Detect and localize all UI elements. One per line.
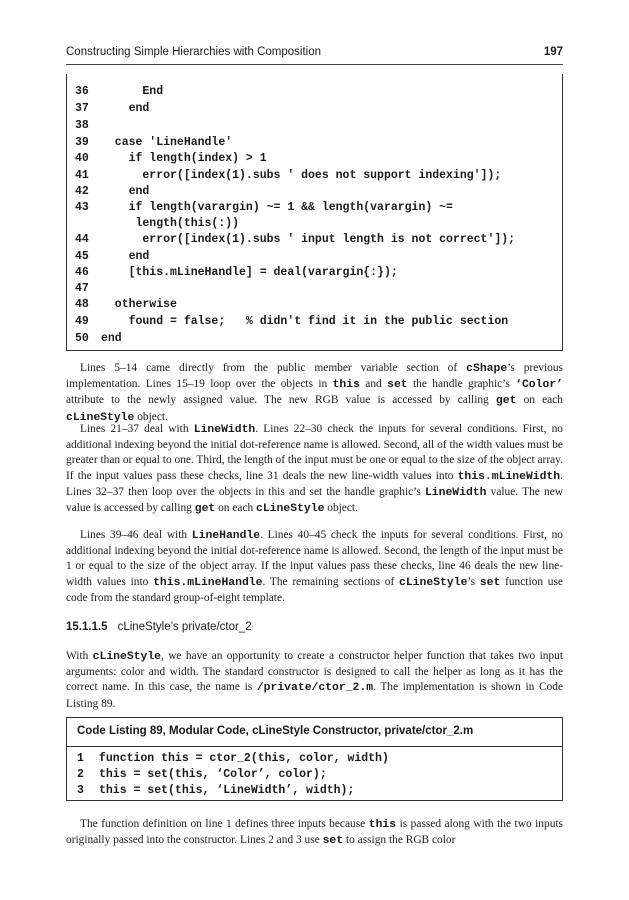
- code-text: End: [101, 85, 164, 98]
- text-run: function use code from the standard group-of-eight template.: [66, 575, 563, 604]
- code-line: [75, 84, 163, 100]
- code-line: [75, 265, 398, 281]
- text-run: on each: [215, 502, 257, 515]
- paragraph-5: [66, 817, 563, 849]
- inline-code: LineWidth: [193, 424, 256, 436]
- inline-code: LineWidth: [424, 486, 487, 499]
- text-run: ’s: [467, 575, 480, 588]
- inline-code: set: [387, 379, 408, 392]
- code-line: [75, 101, 149, 117]
- inline-code: this: [368, 819, 397, 831]
- code-line: [75, 151, 267, 167]
- code-line: [75, 232, 515, 248]
- code-listing-89: [66, 717, 563, 801]
- code-line: [77, 751, 389, 767]
- code-text: function this = ctor_2(this, color, width): [99, 752, 389, 765]
- text-run: the handle graphic’s: [407, 378, 516, 391]
- code-text: case 'LineHandle': [101, 136, 233, 149]
- code-text: error([index(1).subs ' does not support indexing']);: [101, 169, 502, 182]
- line-number: 49: [75, 315, 89, 328]
- inline-code: LineHandle: [191, 530, 261, 542]
- page-number: 197: [543, 46, 563, 58]
- code-text: if length(index) > 1: [101, 152, 267, 165]
- paragraph-3: [66, 528, 563, 606]
- text-run: to assign the RGB color: [343, 834, 456, 847]
- line-number: 45: [75, 250, 89, 263]
- line-number: 50: [75, 332, 89, 345]
- text-run: . The implementation is shown in Code Listing 89.: [66, 681, 563, 710]
- line-number: 1: [77, 752, 84, 765]
- line-number: 46: [75, 266, 89, 279]
- paragraph-1: [66, 361, 563, 426]
- text-run: The function definition on line 1 defines three inputs because: [80, 818, 369, 830]
- code-text: end: [101, 332, 122, 345]
- code-text: length(this(:)): [101, 217, 240, 230]
- code-line: [75, 216, 239, 232]
- running-header-title: Constructing Simple Hierarchies with Composition: [66, 46, 322, 58]
- running-header: [66, 46, 563, 62]
- text-run: is passed along with the two inputs originally passed into the constructor. Lines 2 and 3 use: [66, 818, 563, 847]
- line-number: 40: [75, 152, 89, 165]
- text-run: , we have an opportunity to create a constructor helper function that takes two input arguments: color and width. The standard constructor is designed to call the helper as long as it has the correct name. In this case, the name is: [66, 650, 563, 694]
- code-line: [75, 118, 101, 134]
- text-run: object.: [324, 502, 358, 515]
- text-run: and: [359, 378, 388, 391]
- code-text: end: [101, 185, 150, 198]
- line-number: 38: [75, 119, 89, 132]
- code-text: this = set(this, ‘LineWidth’, width);: [99, 784, 355, 797]
- code-line: [77, 783, 354, 799]
- inline-code: get: [495, 395, 517, 408]
- line-number: 36: [75, 85, 89, 98]
- section-heading: [66, 621, 252, 633]
- text-run: ’s previous implementation. Lines 15–19 loop over the objects in: [66, 362, 563, 391]
- line-number: 42: [75, 185, 89, 198]
- text-run: value. The new value is accessed by calling: [66, 485, 563, 515]
- code-block: [66, 74, 563, 351]
- listing-title: Code Listing 89, Modular Code, cLineStyle Constructor, private/ctor_2.m: [77, 725, 474, 737]
- line-number: 39: [75, 136, 89, 149]
- code-line: [75, 281, 101, 297]
- inline-code: cShape: [466, 363, 508, 375]
- listing-divider: [67, 746, 562, 747]
- paragraph-2: [66, 422, 563, 517]
- code-text: if length(varargin) ~= 1 && length(varargin) ~=: [101, 201, 453, 214]
- code-line: [75, 200, 453, 216]
- inline-code: ‘Color’: [515, 379, 563, 392]
- code-line: [75, 249, 149, 265]
- code-text: found = false; % didn't find it in the public section: [101, 315, 509, 328]
- code-text: this = set(this, ‘Color’, color);: [99, 768, 327, 781]
- inline-code: set: [479, 576, 501, 589]
- code-text: end: [101, 250, 150, 263]
- line-number: 37: [75, 102, 89, 115]
- code-line: [75, 297, 177, 313]
- code-text: [this.mLineHandle] = deal(varargin{:});: [101, 266, 398, 279]
- inline-code: get: [194, 503, 216, 516]
- paragraph-4: [66, 649, 563, 712]
- inline-code: this.mLineHandle: [153, 576, 263, 589]
- inline-code: this: [332, 379, 360, 392]
- inline-code: this.mLineWidth: [457, 470, 561, 483]
- line-number: 48: [75, 298, 89, 311]
- code-text: end: [101, 102, 150, 115]
- text-run: . Lines 22–30 check the inputs for several conditions. First, no additional indexing beyond the initial dot-reference name is allowed. Second, all of the width values must be greater than or equal to one. Third, the length of the input must be one or equal to the size of the object array. If the input values pass these checks, line 31 deals the new line-width values into: [66, 423, 563, 482]
- line-number: 44: [75, 233, 89, 246]
- line-number: 41: [75, 169, 89, 182]
- text-run: With: [66, 650, 93, 662]
- inline-code: cLineStyle: [92, 651, 162, 663]
- line-number: 3: [77, 784, 84, 797]
- inline-code: cLineStyle: [66, 411, 135, 424]
- text-run: . Lines 40–45 check the inputs for several conditions. First, no additional indexing beyond the initial dot-reference name is allowed. Second, the length of the input must be 1 or equal to the size of the object array. If the input values pass these checks, line 46 deals the new line-width values into: [66, 529, 563, 588]
- code-text: error([index(1).subs ' input length is not correct']);: [101, 233, 516, 246]
- code-line: [75, 135, 232, 151]
- text-run: Lines 5–14 came directly from the public member variable section of: [80, 362, 467, 374]
- line-number: 47: [75, 282, 89, 295]
- inline-code: cLineStyle: [399, 576, 468, 589]
- text-run: Lines 21–37 deal with: [80, 423, 194, 435]
- section-number: 15.1.1.5: [66, 621, 108, 633]
- text-run: . Lines 32–37 then loop over the objects in this and set the handle graphic’s: [66, 469, 563, 498]
- inline-code: set: [322, 835, 344, 848]
- text-run: object.: [134, 410, 168, 423]
- inline-code: /private/ctor_2.m: [256, 682, 374, 695]
- header-rule: [66, 64, 563, 65]
- code-line: [75, 184, 149, 200]
- text-run: . The remaining sections of: [262, 575, 400, 588]
- line-number: 43: [75, 201, 89, 214]
- section-title: cLineStyle’s private/ctor_2: [117, 621, 252, 633]
- code-line: [75, 168, 501, 184]
- code-line: [77, 767, 327, 783]
- code-line: [75, 331, 122, 347]
- line-number: 2: [77, 768, 84, 781]
- text-run: on each: [516, 394, 563, 407]
- text-run: attribute to the newly assigned value. The new RGB value is accessed by calling: [66, 394, 496, 407]
- inline-code: cLineStyle: [256, 503, 325, 516]
- code-text: otherwise: [101, 298, 177, 311]
- code-line: [75, 314, 508, 330]
- text-run: Lines 39–46 deal with: [80, 529, 192, 541]
